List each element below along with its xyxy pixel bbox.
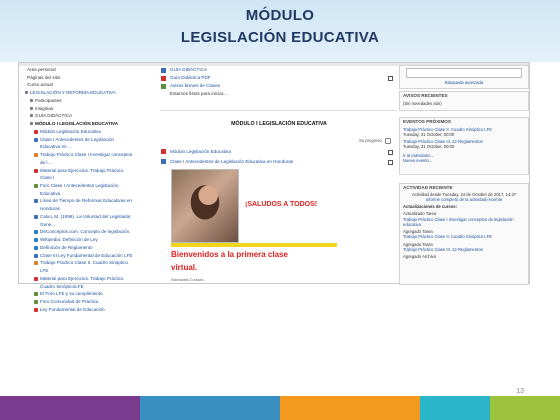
pdf-icon <box>34 130 38 134</box>
nav-item-label: Definición de Reglamento <box>40 244 93 250</box>
footer-segment <box>490 396 560 420</box>
chevron-icon <box>30 122 33 125</box>
forum-icon <box>34 184 38 188</box>
guide-link-label: Avisos breves de Clases <box>170 83 221 89</box>
blank-icon <box>21 68 25 72</box>
nav-item-label: Área personal <box>27 67 56 72</box>
pdf-icon <box>161 149 166 154</box>
nav-item[interactable] <box>21 121 141 127</box>
blank-icon <box>34 269 38 273</box>
activity-entry <box>400 211 528 227</box>
pdf-icon <box>34 308 38 312</box>
updates-title: Actualizaciones de cursos: <box>403 204 457 210</box>
activity-since: Actividad desde Tuesday, 24 de October de 2017, 14:37 <box>411 191 517 197</box>
nav-item[interactable] <box>21 106 141 112</box>
welcome-text <box>171 249 341 275</box>
nav-item-label: Clase III Ley Fundamental de Educación LFE <box>40 252 133 258</box>
page-icon <box>34 199 38 203</box>
chevron-icon <box>30 99 33 102</box>
guide-link[interactable] <box>161 74 397 82</box>
completion-checkbox[interactable] <box>388 76 393 81</box>
nav-item-label: Foro Clase I Antecedentes Legislación <box>40 183 119 189</box>
footer-segment <box>140 396 280 420</box>
nav-item-label: Línea de Tiempo de Reformas Educativas en <box>40 198 132 204</box>
nav-item[interactable] <box>21 206 141 212</box>
nav-item[interactable] <box>21 144 141 150</box>
completion-checkbox[interactable] <box>388 160 393 165</box>
slide-title-line2: LEGISLACIÓN EDUCATIVA <box>180 29 380 46</box>
nav-item-label: Participantes <box>35 97 62 103</box>
footer-segment <box>0 396 140 420</box>
pdf-icon <box>161 76 166 81</box>
blank-icon <box>21 83 25 87</box>
activity-entry <box>400 242 528 253</box>
nav-item[interactable] <box>21 291 141 297</box>
nav-item[interactable] <box>21 260 141 266</box>
advanced-search-link[interactable]: Búsqueda avanzada <box>444 80 484 85</box>
doc-icon <box>161 68 166 73</box>
nav-item[interactable] <box>21 284 141 290</box>
nav-item[interactable] <box>21 129 141 135</box>
search-block <box>399 65 529 89</box>
footer-bar <box>0 396 560 420</box>
nav-item[interactable] <box>21 160 141 166</box>
nav-item[interactable] <box>21 67 141 73</box>
guide-link-label: GUÍA DIDÁCTICA <box>170 67 208 73</box>
guide-link[interactable] <box>161 90 397 98</box>
nav-item-label: Ley Fundamental de Educación <box>40 306 105 312</box>
right-sidebar <box>399 65 527 283</box>
new-event-link[interactable]: Nuevo evento... <box>403 157 433 163</box>
footer-segment <box>280 396 420 420</box>
nav-item-label: Material para Ejercicios. Trabajo Práctico <box>40 167 124 173</box>
nav-item[interactable] <box>21 237 141 243</box>
activity-action: Actualizado Tarea <box>403 211 437 217</box>
course-content <box>161 65 397 283</box>
activity-title: ACTIVIDAD RECIENTE <box>403 185 453 190</box>
activity-entry <box>400 229 528 240</box>
navigation-block <box>21 67 141 312</box>
welcome-caption: Estimados Cursant... <box>171 278 207 282</box>
activity-block <box>399 183 529 285</box>
guide-link[interactable] <box>161 66 397 74</box>
progress-label: Su progreso <box>359 138 382 144</box>
nav-item[interactable] <box>21 113 141 119</box>
events-title: EVENTOS PRÓXIMOS <box>403 119 451 124</box>
slide-title-line1: MÓDULO <box>245 7 315 24</box>
forum-icon <box>161 84 166 89</box>
blank-icon <box>161 92 166 97</box>
nav-item-label: LEGISLACIÓN Y REFORMA EDUCATIVA <box>30 90 116 96</box>
progress-indicator <box>359 138 391 144</box>
event-name-link[interactable]: Trabajo Práctico Clase III. 22 Reglamentos <box>403 139 483 145</box>
welcome-line2: virtual. <box>171 262 198 272</box>
chevron-icon <box>25 91 28 94</box>
nav-item[interactable] <box>21 198 141 204</box>
resource-label: Clase I Antecedentes de Legislación Educativa en Honduras <box>170 159 294 164</box>
activity-action: Agregado Tarea <box>403 229 433 235</box>
nav-item-label: Material para Ejercicios. Trabajo Práctico <box>40 275 124 281</box>
nav-item[interactable] <box>21 214 141 220</box>
url-icon <box>34 246 38 250</box>
nav-item[interactable] <box>21 307 141 313</box>
nav-item-label: Cuadro SinópticoLFE <box>40 283 84 289</box>
nav-item-label: Insignias <box>35 105 54 111</box>
page-icon <box>34 138 38 142</box>
blank-icon <box>34 285 38 289</box>
nav-item[interactable] <box>21 90 141 96</box>
nav-item[interactable] <box>21 191 141 197</box>
url-icon <box>34 230 38 234</box>
blank-icon <box>34 161 38 165</box>
event-item <box>400 127 528 138</box>
guide-link-label: Estamos listos para iniciar.... <box>170 91 229 97</box>
nav-item[interactable] <box>21 152 141 158</box>
guide-link[interactable] <box>161 82 397 90</box>
nav-item-label: Wikipedia: Definición de Ley <box>40 237 98 243</box>
nav-item-label: Educativa en ... <box>40 144 72 150</box>
nav-item[interactable] <box>21 175 141 181</box>
nav-item-label: Honduras <box>40 206 60 212</box>
page-icon <box>34 254 38 258</box>
nav-item-label: Educativa <box>40 190 61 196</box>
nav-item[interactable] <box>21 268 141 274</box>
forum-icon <box>34 292 38 296</box>
forum-icon <box>34 300 38 304</box>
nav-item-label: DeConceptos.com. Concepto de legislación. <box>40 229 131 235</box>
activity-item-link[interactable]: Trabajo Práctico Clase I Investigar conceptos de legislación educativa <box>403 216 514 227</box>
nav-item-label: Trabajo Práctico Clase II. Cuadro Sinóptico <box>40 260 128 266</box>
activity-item-link[interactable]: Trabajo Práctico Clase III. 22 Reglamentos <box>403 246 483 252</box>
section-divider <box>161 110 397 111</box>
nav-item-label: Foro Comunidad de Práctica <box>40 299 99 305</box>
nav-item-label: El Foro LFE y su cumplimiento <box>40 291 103 297</box>
page-icon <box>161 159 166 164</box>
completion-checkbox[interactable] <box>388 150 393 155</box>
resource-link[interactable] <box>161 159 397 165</box>
nav-item-label: de l... <box>40 159 52 165</box>
nav-item[interactable] <box>21 222 141 228</box>
slide-header <box>0 0 560 62</box>
greeting-text: ¡SALUDOS A TODOS! <box>245 201 318 208</box>
pdf-icon <box>34 169 38 173</box>
nav-item[interactable] <box>21 229 141 235</box>
blank-icon <box>34 176 38 180</box>
activity-action: Agregado Archivo <box>403 254 437 260</box>
page-number: 13 <box>516 388 524 395</box>
blank-icon <box>34 145 38 149</box>
event-date: Tuesday, 31 October, 00:00 <box>403 144 455 150</box>
nav-item-label: MÓDULO I LEGISLACIÓN EDUCATIVA <box>35 121 119 127</box>
event-item <box>400 139 528 150</box>
footer-segment <box>420 396 490 420</box>
nav-item[interactable] <box>21 137 141 143</box>
blank-icon <box>34 223 38 227</box>
nav-item-label: GUÍA DIDÁCTICA <box>35 113 73 119</box>
nav-item[interactable] <box>21 168 141 174</box>
activity-item-link[interactable]: Trabajo Práctico Clase II. Cuadro Sinóptico LFE <box>403 234 492 240</box>
nav-item-label: LFE <box>40 268 49 274</box>
highlight-bar <box>171 243 337 247</box>
instructor-photo <box>171 169 239 243</box>
event-name-link[interactable]: Trabajo Práctico Clase II. Cuadro Sinóptico LFE <box>403 126 492 132</box>
nav-item-label: Gene... <box>40 221 56 227</box>
guide-section <box>161 66 397 98</box>
news-block <box>399 91 529 111</box>
calendar-link[interactable]: Ir al calendario... <box>403 152 434 158</box>
search-input[interactable] <box>406 68 522 78</box>
activity-entry <box>400 254 528 259</box>
nav-item[interactable] <box>21 75 141 81</box>
resource-link[interactable] <box>161 149 397 155</box>
chevron-icon <box>30 107 33 110</box>
nav-item[interactable] <box>21 98 141 104</box>
nav-item-label: Trabajo Práctico Clase I Investigar conceptos <box>40 152 133 158</box>
nav-item-label: Clase I Antecedentes de Legislación <box>40 136 115 142</box>
module-title: MÓDULO I LEGISLACIÓN EDUCATIVA <box>231 121 327 127</box>
events-block <box>399 117 529 175</box>
chevron-icon <box>30 114 33 117</box>
task-icon <box>34 261 38 265</box>
nav-item-label: Calvo, M. (1996). La Voluntad del Legislador <box>40 213 131 219</box>
nav-item[interactable] <box>21 299 141 305</box>
resource-label: Módulo Legislación Educativa <box>170 149 231 154</box>
welcome-line1: Bienvenidos a la primera clase <box>171 250 288 259</box>
nav-item[interactable] <box>21 245 141 251</box>
news-text: (Sin novedades aún) <box>403 100 442 106</box>
task-icon <box>34 153 38 157</box>
nav-item[interactable] <box>21 276 141 282</box>
blank-icon <box>34 192 38 196</box>
nav-item[interactable] <box>21 253 141 259</box>
blank-icon <box>34 207 38 211</box>
blank-icon <box>21 76 25 80</box>
nav-item[interactable] <box>21 183 141 189</box>
nav-item-label: Clase I <box>40 175 55 181</box>
event-date: Tuesday, 31 October, 00:00 <box>403 131 455 137</box>
nav-item-label: Módulo Legislación Educativa <box>40 128 101 134</box>
nav-item[interactable] <box>21 82 141 88</box>
pdf-icon <box>34 277 38 281</box>
url-icon <box>34 238 38 242</box>
nav-item-label: Curso actual <box>27 82 53 88</box>
help-icon[interactable] <box>385 138 391 144</box>
activity-report-link[interactable]: Informe completo de la actividad reciente <box>425 196 503 202</box>
guide-link-label: Guía Didáctica PDF <box>170 75 211 81</box>
news-title: AVISOS RECIENTES <box>403 93 448 98</box>
activity-action: Agregado Tarea <box>403 241 433 247</box>
nav-item-label: Páginas del sitio <box>27 74 61 80</box>
moodle-screenshot <box>18 62 530 312</box>
page-icon <box>34 215 38 219</box>
